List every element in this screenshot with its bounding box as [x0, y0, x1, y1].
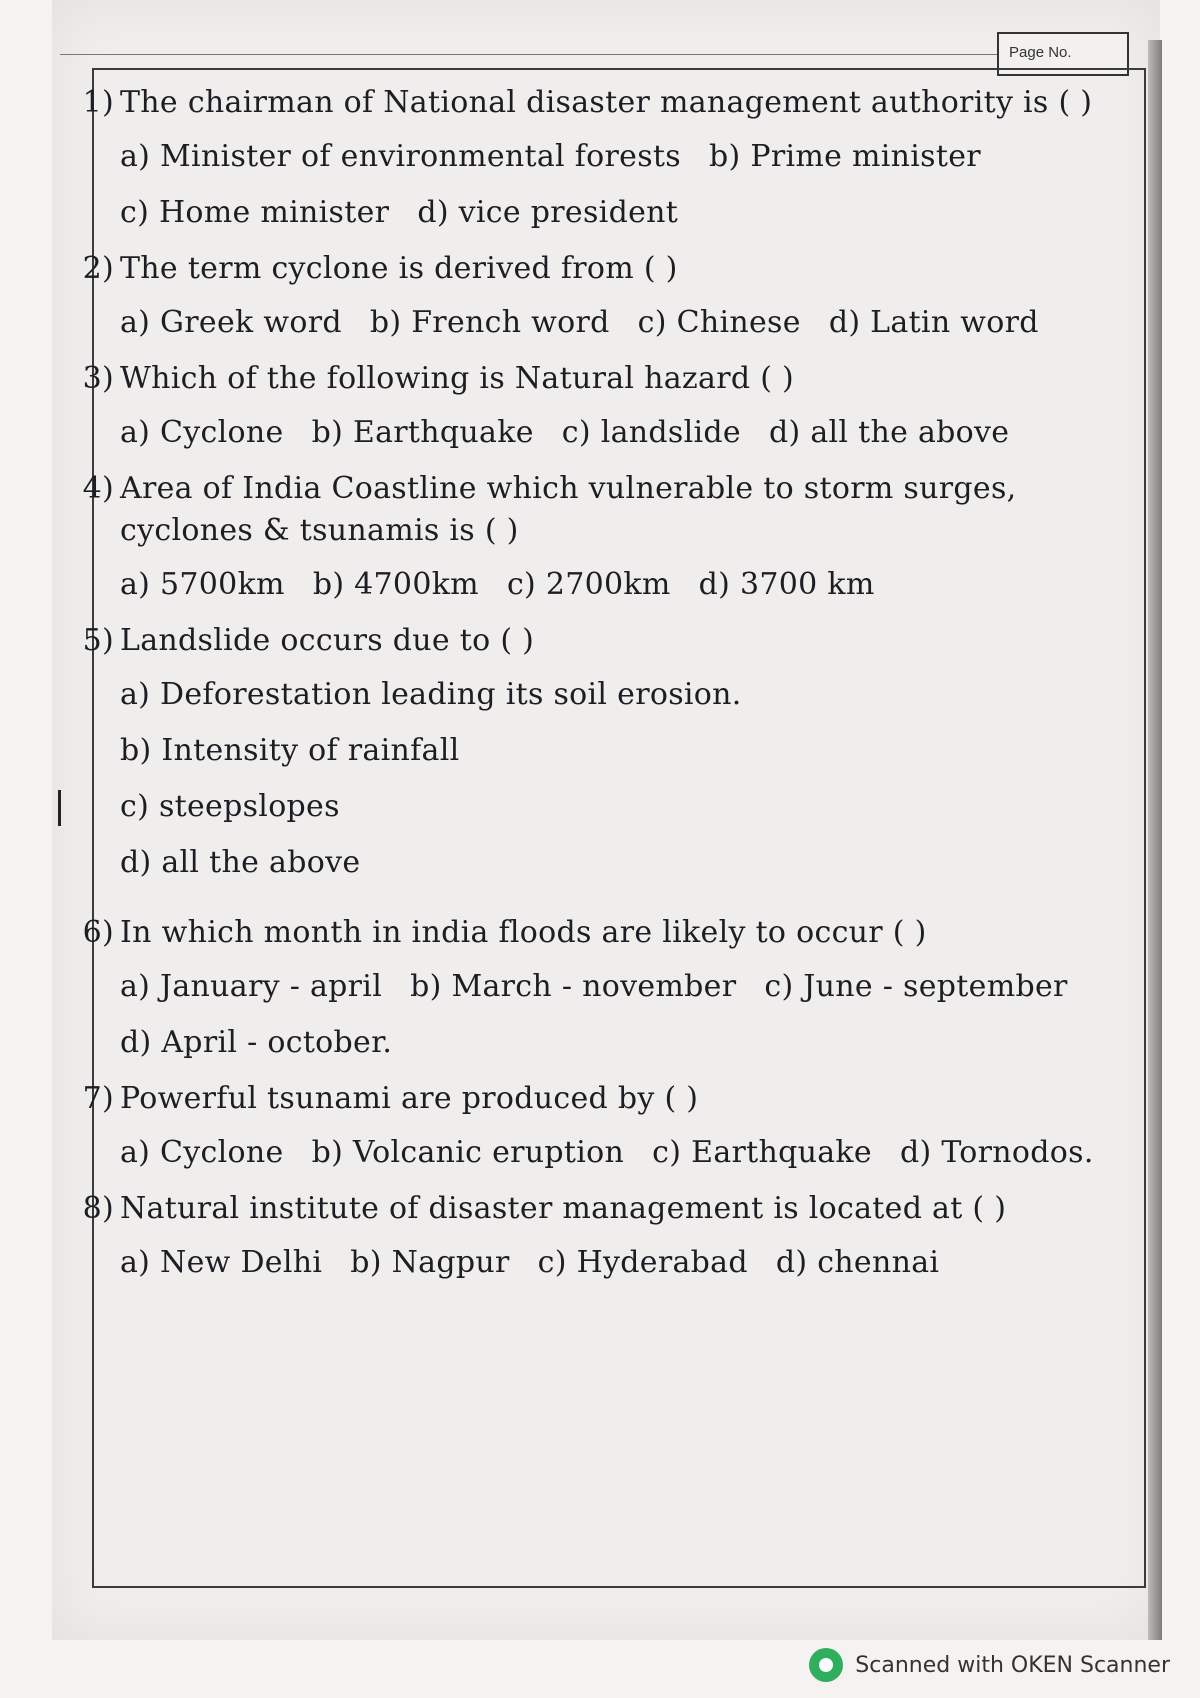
answer-option: b) Nagpur	[350, 1245, 510, 1280]
question-row	[58, 358, 1138, 454]
question-body	[120, 358, 1138, 454]
question-number: 4)	[82, 471, 114, 506]
answer-options	[120, 136, 1138, 234]
answer-option: a) Cyclone	[120, 1135, 284, 1170]
answer-option: d) Tornodos.	[899, 1135, 1094, 1170]
answer-option: a) 5700km	[120, 567, 285, 602]
question-number: 5)	[82, 623, 114, 658]
question-row	[58, 620, 1138, 898]
question-body	[120, 248, 1138, 344]
answer-option: d) chennai	[775, 1245, 940, 1280]
question-row	[58, 468, 1138, 606]
question-text: Powerful tsunami are produced by ( )	[120, 1081, 699, 1116]
question-text: The term cyclone is derived from ( )	[120, 251, 678, 286]
question-text: Area of India Coastline which vulnerable to storm surges, cyclones & tsunamis is ( )	[120, 471, 1017, 548]
answer-option: c) Hyderabad	[537, 1245, 748, 1280]
question-body	[120, 468, 1138, 606]
question-text: The chairman of National disaster management authority is ( )	[120, 85, 1093, 120]
answer-options	[120, 302, 1138, 344]
scanner-watermark	[809, 1648, 1170, 1682]
answer-option: a) New Delhi	[120, 1245, 323, 1280]
question-number: 7)	[82, 1081, 114, 1116]
question-row	[58, 1078, 1138, 1174]
question-body	[120, 620, 1138, 898]
answer-option: c) June - september	[764, 969, 1068, 1004]
question-6	[58, 912, 1138, 1064]
question-text: Natural institute of disaster management is located at ( )	[120, 1191, 1007, 1226]
answer-option: a) Deforestation leading its soil erosion.	[120, 677, 742, 712]
answer-option: b) March - november	[410, 969, 737, 1004]
question-number: 8)	[82, 1191, 114, 1226]
answer-option: c) landslide	[561, 415, 741, 450]
question-body	[120, 1078, 1138, 1174]
page-spine-edge	[1148, 40, 1162, 1640]
answer-option: c) Chinese	[637, 305, 801, 340]
answer-option: c) Earthquake	[652, 1135, 872, 1170]
question-number: 3)	[82, 361, 114, 396]
answer-options	[120, 1242, 1138, 1284]
answer-option: a) Greek word	[120, 305, 342, 340]
answer-options	[120, 1132, 1138, 1174]
answer-option: a) Cyclone	[120, 415, 284, 450]
question-body	[120, 1188, 1138, 1284]
question-text: Landslide occurs due to ( )	[120, 623, 535, 658]
question-row	[58, 912, 1138, 1064]
answer-options	[120, 674, 1138, 884]
question-text: Which of the following is Natural hazard ( )	[120, 361, 795, 396]
answer-option: a) January - april	[120, 969, 383, 1004]
question-number: 1)	[82, 85, 114, 120]
question-list	[58, 82, 1138, 1298]
answer-option: b) Volcanic eruption	[311, 1135, 625, 1170]
answer-option: b) Intensity of rainfall	[120, 733, 460, 768]
question-1	[58, 82, 1138, 234]
question-row	[58, 248, 1138, 344]
answer-option: c) steepslopes	[120, 789, 340, 824]
answer-options	[120, 966, 1138, 1064]
question-row	[58, 1188, 1138, 1284]
answer-option: c) 2700km	[506, 567, 671, 602]
question-8	[58, 1188, 1138, 1284]
answer-option: a) Minister of environmental forests	[120, 139, 681, 174]
answer-options	[120, 412, 1138, 454]
question-4	[58, 468, 1138, 606]
question-row	[58, 82, 1138, 234]
question-5	[58, 620, 1138, 898]
oken-scanner-logo-icon	[809, 1648, 843, 1682]
answer-option: d) 3700 km	[698, 567, 875, 602]
question-3	[58, 358, 1138, 454]
answer-option: d) all the above	[120, 845, 361, 880]
answer-option: b) 4700km	[312, 567, 479, 602]
page-number-label: Page No.	[1009, 44, 1072, 61]
question-7	[58, 1078, 1138, 1174]
answer-option: d) Latin word	[828, 305, 1039, 340]
question-number: 2)	[82, 251, 114, 286]
scanner-watermark-text: Scanned with OKEN Scanner	[855, 1652, 1170, 1678]
answer-option: b) Prime minister	[708, 139, 981, 174]
answer-option: d) vice president	[417, 195, 679, 230]
question-number: 6)	[82, 915, 114, 950]
answer-option: d) all the above	[768, 415, 1010, 450]
answer-option: b) French word	[369, 305, 610, 340]
question-text: In which month in india floods are likely to occur ( )	[120, 915, 927, 950]
header-rule	[60, 54, 1000, 55]
question-body	[120, 82, 1138, 234]
answer-option: c) Home minister	[120, 195, 390, 230]
question-2	[58, 248, 1138, 344]
answer-option: b) Earthquake	[311, 415, 534, 450]
answer-option: d) April - october.	[120, 1025, 393, 1060]
answer-options	[120, 564, 1138, 606]
question-body	[120, 912, 1138, 1064]
